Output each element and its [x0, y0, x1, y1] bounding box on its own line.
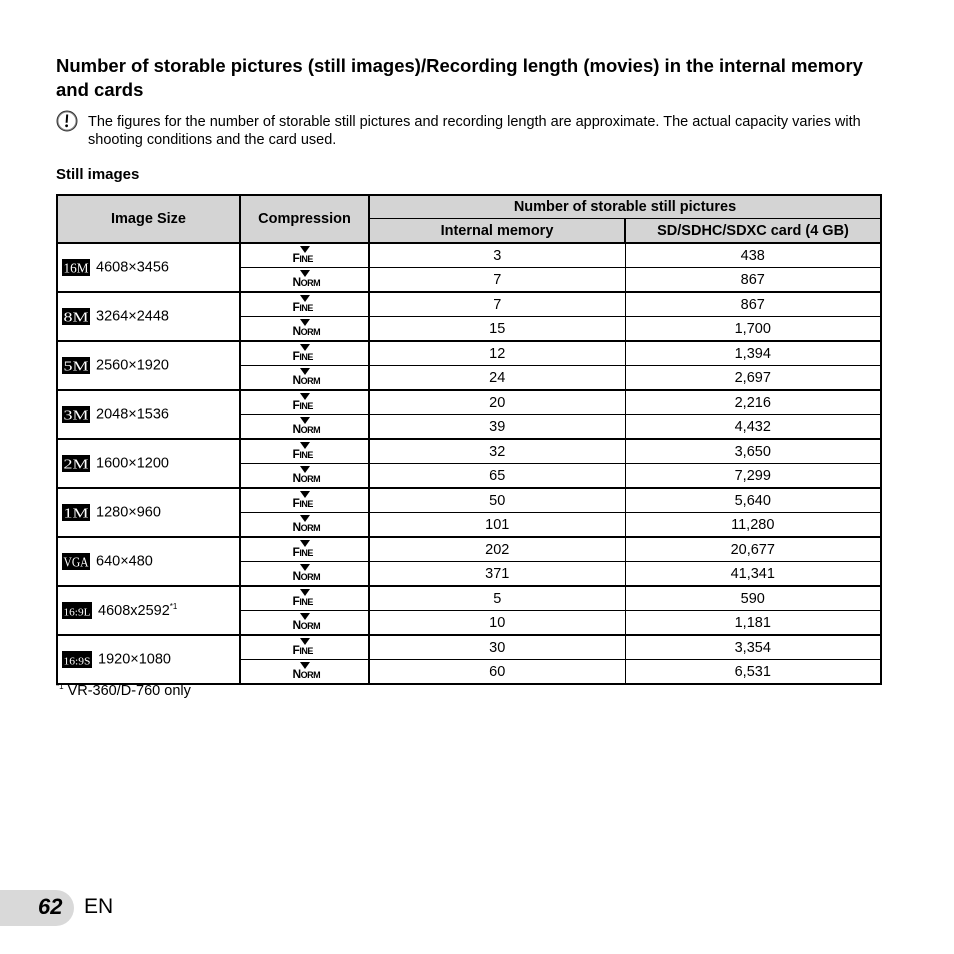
compression-cell [240, 439, 369, 464]
image-size-cell [57, 488, 240, 537]
compression-label: NORM [292, 274, 321, 289]
image-size-icon [62, 504, 90, 521]
table-row [57, 390, 881, 415]
svg-text:8M: 8M [63, 310, 90, 326]
footnote-text: VR-360/D-760 only [67, 682, 191, 699]
compression-cell [240, 562, 369, 587]
internal-memory-value: 371 [369, 562, 625, 587]
svg-text:2M: 2M [63, 457, 90, 473]
image-size-cell [57, 243, 240, 292]
card-value: 1,700 [625, 317, 881, 342]
compression-cell [240, 366, 369, 391]
page-number: 62 [38, 894, 63, 919]
internal-memory-value: 24 [369, 366, 625, 391]
compression-label: FINE [292, 495, 313, 510]
compression-cell [240, 415, 369, 440]
image-size-cell [57, 586, 240, 635]
image-size-icon [62, 455, 90, 472]
image-size-label: 1280×960 [96, 504, 161, 521]
image-size-cell [57, 341, 240, 390]
internal-memory-value: 5 [369, 586, 625, 611]
normal-icon [292, 515, 321, 535]
header-card: SD/SDHC/SDXC card (4 GB) [625, 219, 881, 244]
compression-label: NORM [292, 421, 321, 436]
card-value: 2,697 [625, 366, 881, 391]
compression-cell [240, 341, 369, 366]
compression-label: FINE [292, 593, 313, 608]
normal-icon [292, 270, 321, 290]
compression-label: FINE [292, 446, 313, 461]
internal-memory-value: 7 [369, 292, 625, 317]
fine-icon [293, 246, 317, 266]
internal-memory-value: 10 [369, 611, 625, 636]
normal-icon [292, 662, 321, 682]
internal-memory-value: 32 [369, 439, 625, 464]
note-text: The figures for the number of storable still pictures and recording length are approximate. The actual capacity varies with shooting conditions and the card used. [88, 114, 861, 148]
image-size-icon [62, 602, 92, 619]
compression-label: FINE [292, 299, 313, 314]
compression-cell [240, 268, 369, 293]
card-value: 7,299 [625, 464, 881, 489]
footnote-ref: *1 [169, 602, 178, 612]
compression-cell [240, 464, 369, 489]
image-size-icon [62, 651, 92, 668]
page-language: EN [84, 895, 114, 918]
image-size-label: 2560×1920 [96, 357, 169, 374]
svg-text:16:9S: 16:9S [63, 655, 91, 668]
internal-memory-value: 202 [369, 537, 625, 562]
compression-cell [240, 390, 369, 415]
compression-label: NORM [292, 568, 321, 583]
footnote-mark: *1 [56, 682, 64, 691]
section-title: Still images [56, 166, 140, 183]
caution-icon [56, 110, 78, 132]
compression-cell [240, 635, 369, 660]
internal-memory-value: 50 [369, 488, 625, 513]
table-row [57, 488, 881, 513]
internal-memory-value: 30 [369, 635, 625, 660]
storable-pictures-table [56, 194, 882, 685]
compression-label: NORM [292, 666, 321, 681]
image-size-icon [62, 406, 90, 423]
card-value: 1,394 [625, 341, 881, 366]
card-value: 5,640 [625, 488, 881, 513]
fine-icon [293, 540, 317, 560]
card-value: 2,216 [625, 390, 881, 415]
table-row [57, 341, 881, 366]
compression-label: NORM [292, 617, 321, 632]
svg-text:1M: 1M [63, 506, 90, 522]
compression-cell [240, 586, 369, 611]
compression-cell [240, 488, 369, 513]
fine-icon [293, 638, 317, 658]
image-size-icon [62, 259, 90, 276]
card-value: 11,280 [625, 513, 881, 538]
svg-text:16:9L: 16:9L [63, 606, 91, 619]
internal-memory-value: 65 [369, 464, 625, 489]
image-size-cell [57, 635, 240, 684]
svg-text:5M: 5M [63, 359, 90, 375]
fine-icon [293, 344, 317, 364]
fine-icon [293, 589, 317, 609]
compression-cell [240, 513, 369, 538]
image-size-icon [62, 357, 90, 374]
compression-cell [240, 537, 369, 562]
image-size-icon [62, 553, 90, 570]
image-size-cell [57, 390, 240, 439]
image-size-label: 1600×1200 [96, 455, 169, 472]
table-row [57, 537, 881, 562]
table-row [57, 635, 881, 660]
internal-memory-value: 101 [369, 513, 625, 538]
image-size-icon [62, 308, 90, 325]
page-title: Number of storable pictures (still images)/Recording length (movies) in the internal memory and cards [56, 55, 863, 100]
compression-cell [240, 317, 369, 342]
compression-label: FINE [292, 348, 313, 363]
compression-label: NORM [292, 323, 321, 338]
svg-text:VGA: VGA [63, 555, 90, 571]
internal-memory-value: 60 [369, 660, 625, 685]
image-size-cell [57, 537, 240, 586]
card-value: 867 [625, 268, 881, 293]
svg-text:16M: 16M [63, 261, 90, 277]
compression-label: NORM [292, 519, 321, 534]
fine-icon [293, 442, 317, 462]
compression-cell [240, 660, 369, 685]
internal-memory-value: 39 [369, 415, 625, 440]
table-row [57, 243, 881, 268]
image-size-cell [57, 439, 240, 488]
normal-icon [292, 466, 321, 486]
card-value: 3,650 [625, 439, 881, 464]
image-size-label: 3264×2448 [96, 308, 169, 325]
internal-memory-value: 15 [369, 317, 625, 342]
fine-icon [293, 491, 317, 511]
fine-icon [293, 295, 317, 315]
internal-memory-value: 12 [369, 341, 625, 366]
header-number-of-pictures: Number of storable still pictures [369, 195, 881, 219]
card-value: 438 [625, 243, 881, 268]
table-row [57, 586, 881, 611]
compression-label: FINE [292, 397, 313, 412]
card-value: 3,354 [625, 635, 881, 660]
compression-cell [240, 611, 369, 636]
compression-label: NORM [292, 470, 321, 485]
card-value: 867 [625, 292, 881, 317]
normal-icon [292, 613, 321, 633]
svg-text:3M: 3M [63, 408, 90, 424]
card-value: 1,181 [625, 611, 881, 636]
normal-icon [292, 319, 321, 339]
internal-memory-value: 20 [369, 390, 625, 415]
compression-label: NORM [292, 372, 321, 387]
normal-icon [292, 564, 321, 584]
normal-icon [292, 417, 321, 437]
image-size-label: 1920×1080 [98, 651, 171, 668]
compression-label: FINE [292, 544, 313, 559]
footnote [56, 682, 191, 699]
compression-cell [240, 292, 369, 317]
header-image-size: Image Size [57, 195, 240, 243]
table-row [57, 292, 881, 317]
internal-memory-value: 7 [369, 268, 625, 293]
card-value: 4,432 [625, 415, 881, 440]
page-number-tab [0, 890, 74, 926]
compression-label: FINE [292, 250, 313, 265]
card-value: 20,677 [625, 537, 881, 562]
compression-label: FINE [292, 642, 313, 657]
image-size-label: 2048×1536 [96, 406, 169, 423]
card-value: 590 [625, 586, 881, 611]
fine-icon [293, 393, 317, 413]
image-size-label: 640×480 [96, 553, 153, 570]
image-size-label: 4608x2592$^{*1}$ [98, 602, 178, 619]
header-internal-memory: Internal memory [369, 219, 625, 244]
image-size-label: 4608×3456 [96, 259, 169, 276]
card-value: 6,531 [625, 660, 881, 685]
header-compression: Compression [240, 195, 369, 243]
table-row [57, 439, 881, 464]
internal-memory-value: 3 [369, 243, 625, 268]
card-value: 41,341 [625, 562, 881, 587]
normal-icon [292, 368, 321, 388]
compression-cell [240, 243, 369, 268]
image-size-cell [57, 292, 240, 341]
